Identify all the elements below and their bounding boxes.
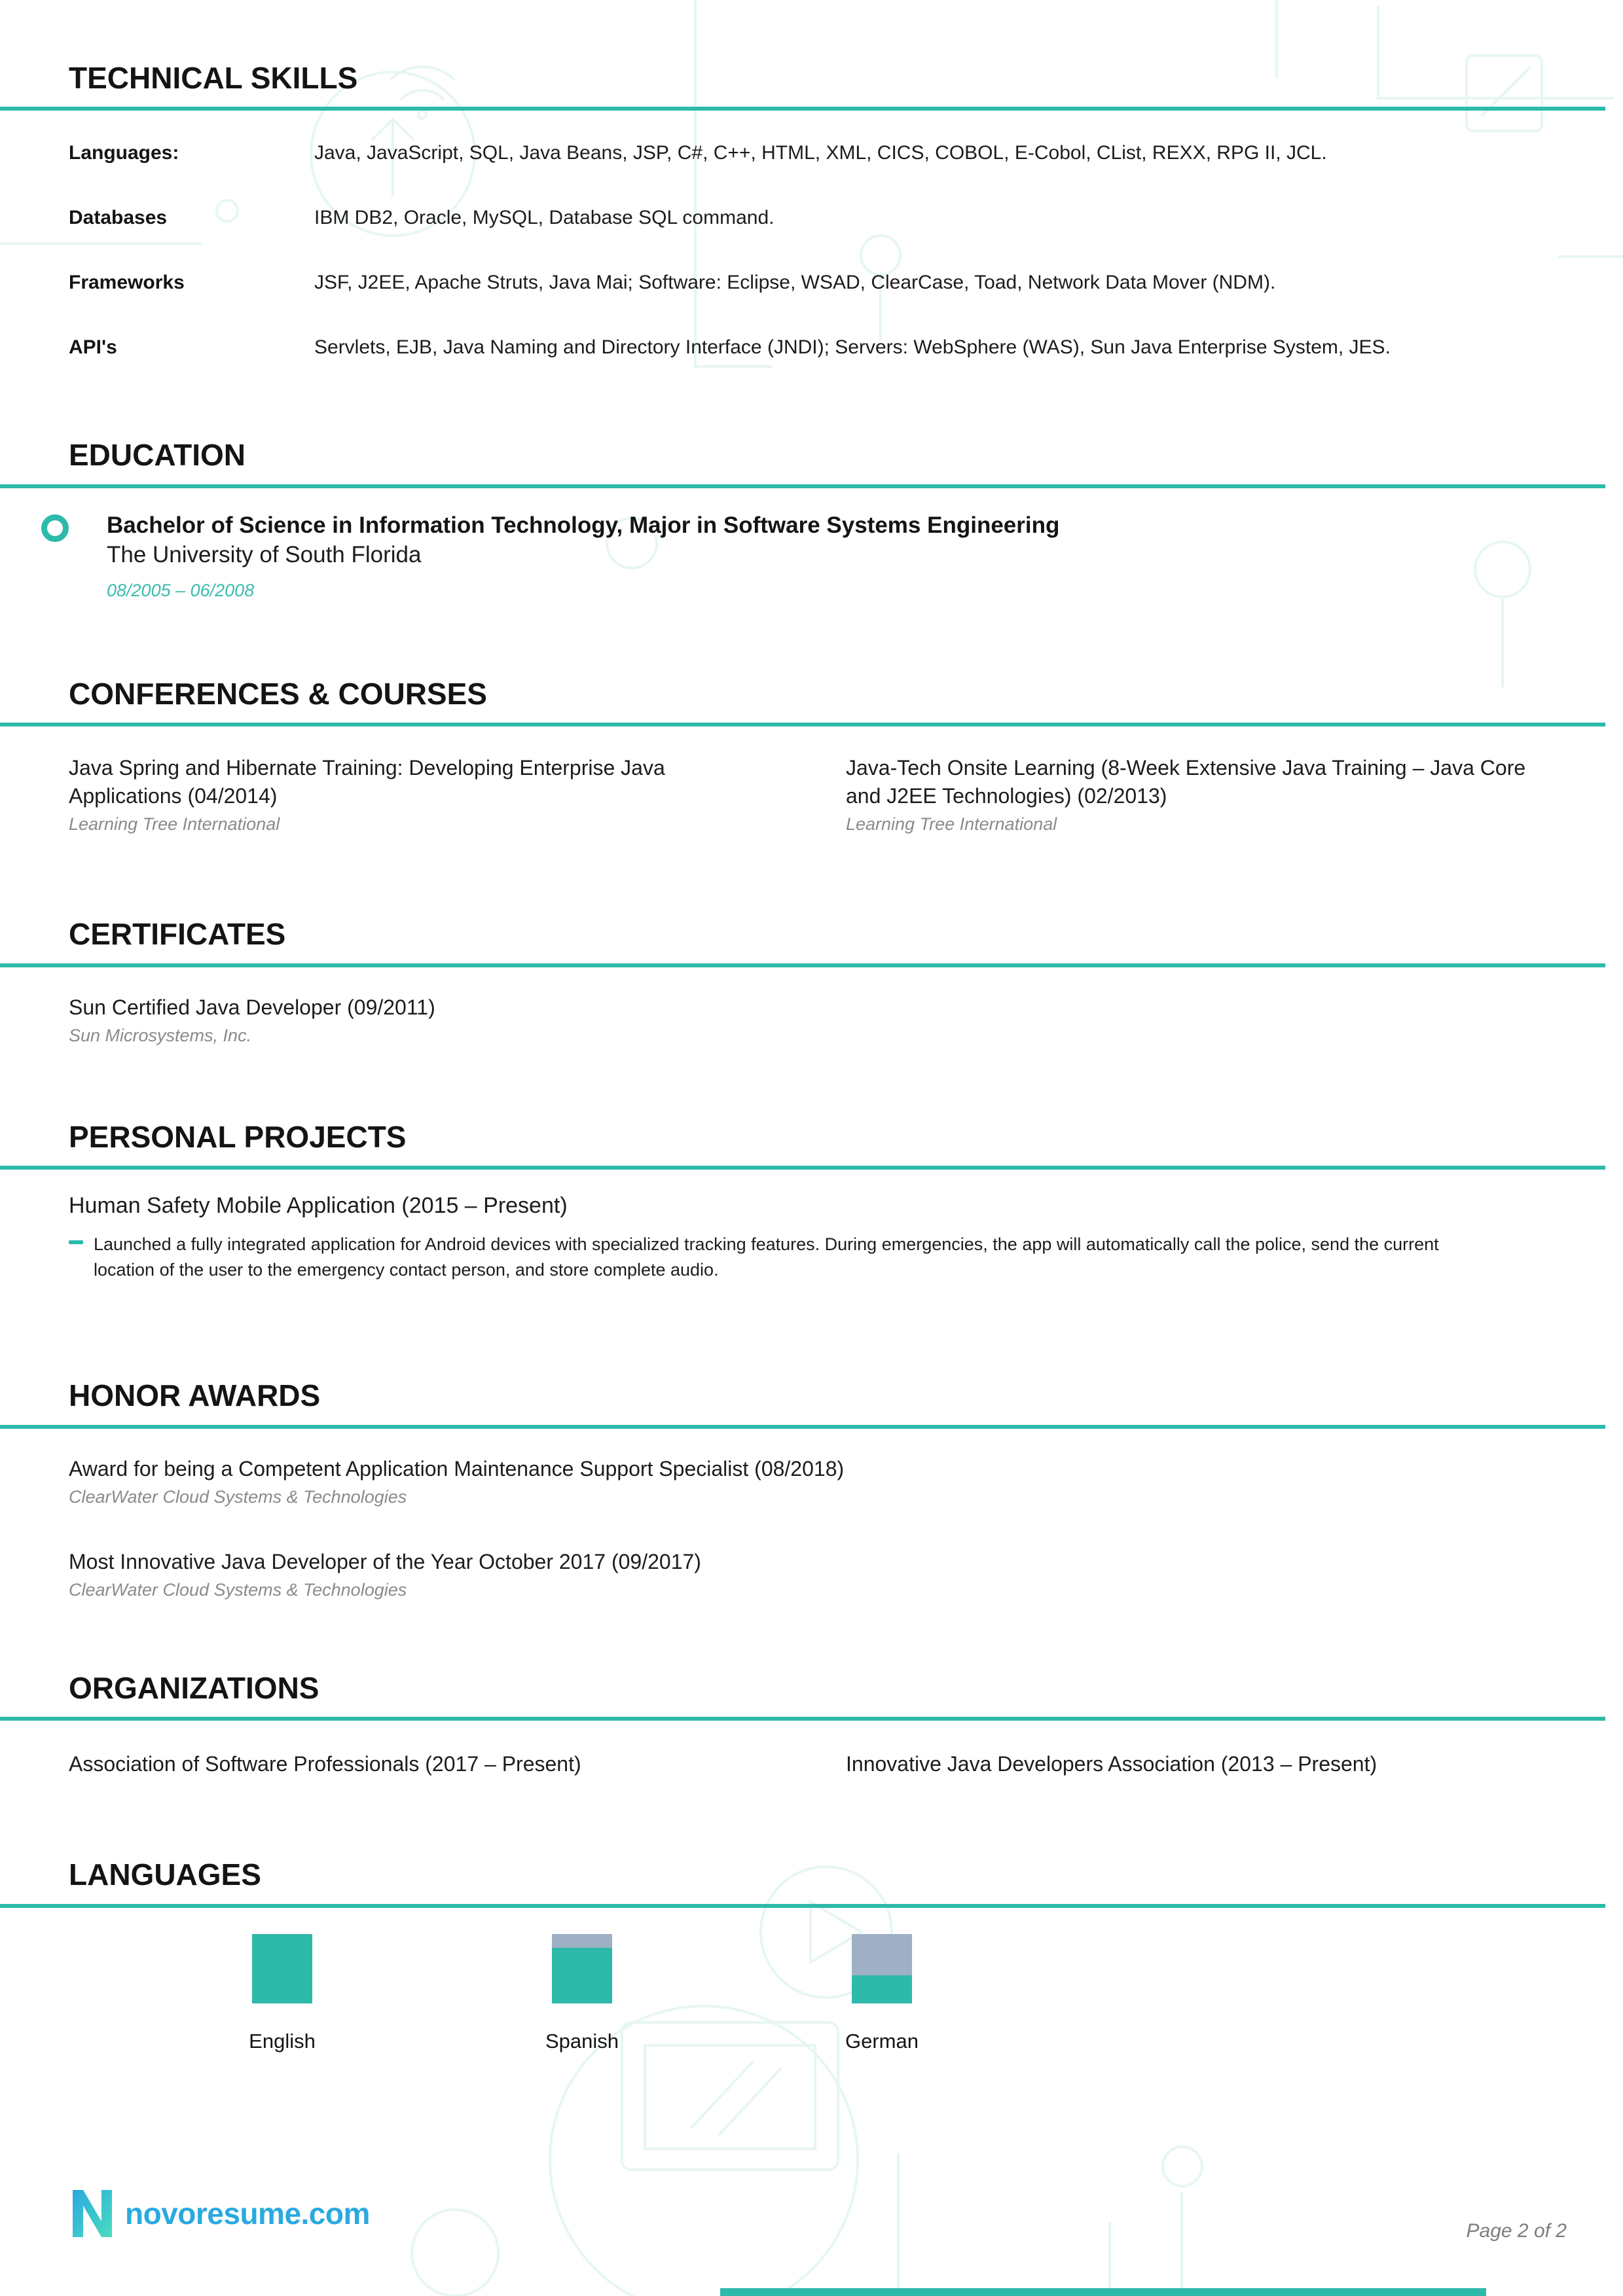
timeline-ring-icon [41, 514, 69, 542]
certificate-entry [69, 994, 1558, 1046]
project-bullet [69, 1232, 1558, 1283]
brand-logo [69, 2187, 370, 2240]
section-honor-awards [69, 1380, 1558, 1600]
language-name: English [249, 2029, 316, 2053]
conference-organizer: Learning Tree International [69, 814, 280, 834]
skill-row-apis [69, 332, 1558, 362]
conference-entry [846, 754, 1558, 834]
education-entry [69, 511, 1558, 601]
project-bullet-text: Launched a fully integrated application for Android devices with specialized tracking features. During emergencies, the app will automatically call the police, send the current location of the user to the emergency contact person, and store complete audio. [94, 1234, 1439, 1280]
education-dates: 08/2005 – 06/2008 [107, 580, 255, 600]
section-organizations [69, 1672, 1558, 1776]
section-title-organizations: ORGANIZATIONS [69, 1671, 319, 1705]
novoresume-n-icon [69, 2187, 116, 2240]
section-title-education: EDUCATION [69, 438, 246, 473]
organization-name: Association of Software Professionals (2017 – Present) [69, 1752, 581, 1776]
skills-table [69, 138, 1558, 362]
award-name: Award for being a Competent Application Maintenance Support Specialist (08/2018) [69, 1456, 845, 1480]
section-title-conferences: CONFERENCES & COURSES [69, 676, 487, 711]
conference-name: Java-Tech Onsite Learning (8-Week Extensive Java Training – Java Core and J2EE Technologies) (02/2013) [846, 755, 1526, 808]
degree-title: Bachelor of Science in Information Technology, Major in Software Systems Engineering [107, 512, 1060, 538]
skill-row-databases [69, 203, 1558, 232]
conference-name: Java Spring and Hibernate Training: Developing Enterprise Java Applications (04/2014) [69, 755, 665, 808]
skill-label: Databases [69, 207, 168, 229]
section-divider [0, 1904, 1605, 1908]
page-number: Page 2 of 2 [1466, 2220, 1567, 2242]
section-personal-projects [69, 1121, 1558, 1283]
section-divider [0, 1166, 1605, 1170]
section-divider [0, 723, 1605, 726]
organizations-grid [69, 1752, 1558, 1776]
section-conferences-courses [69, 678, 1558, 835]
section-title-certificates: CERTIFICATES [69, 917, 286, 952]
section-title-personal-projects: PERSONAL PROJECTS [69, 1119, 407, 1154]
certificate-issuer: Sun Microsystems, Inc. [69, 1025, 252, 1045]
bottom-accent-strip [720, 2288, 1486, 2296]
conference-organizer: Learning Tree International [846, 814, 1057, 834]
language-item-german [845, 1934, 919, 2053]
skill-value: JSF, J2EE, Apache Struts, Java Mai; Software: Eclipse, WSAD, ClearCase, Toad, Network Data Mover (NDM). [314, 272, 1276, 294]
language-bars [69, 1934, 1558, 2130]
page-content [0, 62, 1623, 2130]
skill-label: API's [69, 336, 117, 359]
language-item-english [249, 1934, 316, 2053]
language-item-spanish [545, 1934, 619, 2053]
conferences-grid [69, 754, 1558, 834]
skill-value: Servlets, EJB, Java Naming and Directory Interface (JNDI); Servers: WebSphere (WAS), Sun Java Enterprise System, JES. [314, 336, 1391, 359]
award-issuer: ClearWater Cloud Systems & Technologies [69, 1486, 407, 1507]
section-divider [0, 1717, 1605, 1721]
language-name: Spanish [545, 2029, 619, 2053]
award-entry [69, 1455, 1558, 1507]
skill-row-frameworks [69, 268, 1558, 297]
award-name: Most Innovative Java Developer of the Year October 2017 (09/2017) [69, 1549, 701, 1573]
section-title-technical-skills: TECHNICAL SKILLS [69, 61, 358, 95]
language-level-fill [852, 1975, 912, 2003]
language-level-fill [252, 1934, 312, 2003]
bullet-dash-icon [69, 1240, 83, 1244]
school-name: The University of South Florida [107, 542, 422, 568]
section-education [69, 439, 1558, 600]
language-level-bar [552, 1934, 612, 2003]
section-title-languages: LANGUAGES [69, 1857, 261, 1892]
section-divider [0, 1425, 1605, 1429]
award-entry [69, 1548, 1558, 1600]
section-certificates [69, 918, 1558, 1045]
section-technical-skills [69, 62, 1558, 362]
section-divider [0, 963, 1605, 967]
skill-value: Java, JavaScript, SQL, Java Beans, JSP, C#, C++, HTML, XML, CICS, COBOL, E-Cobol, CList, REXX, RPG II, JCL. [314, 142, 1327, 164]
skill-value: IBM DB2, Oracle, MySQL, Database SQL command. [314, 207, 775, 229]
section-divider [0, 484, 1605, 488]
conference-entry [69, 754, 780, 834]
language-level-bar [252, 1934, 312, 2003]
language-name: German [845, 2029, 919, 2053]
language-level-fill [552, 1948, 612, 2003]
section-divider [0, 107, 1605, 111]
skill-label: Languages: [69, 142, 179, 164]
section-languages [69, 1859, 1558, 2130]
skill-label: Frameworks [69, 272, 185, 294]
brand-name: novoresume.com [125, 2197, 370, 2231]
organization-name: Innovative Java Developers Association (2013 – Present) [846, 1752, 1377, 1776]
section-title-honor-awards: HONOR AWARDS [69, 1378, 321, 1413]
language-level-bar [852, 1934, 912, 2003]
award-issuer: ClearWater Cloud Systems & Technologies [69, 1580, 407, 1600]
project-title: Human Safety Mobile Application (2015 – Present) [69, 1193, 568, 1219]
skill-row-languages [69, 138, 1558, 168]
certificate-name: Sun Certified Java Developer (09/2011) [69, 995, 435, 1019]
